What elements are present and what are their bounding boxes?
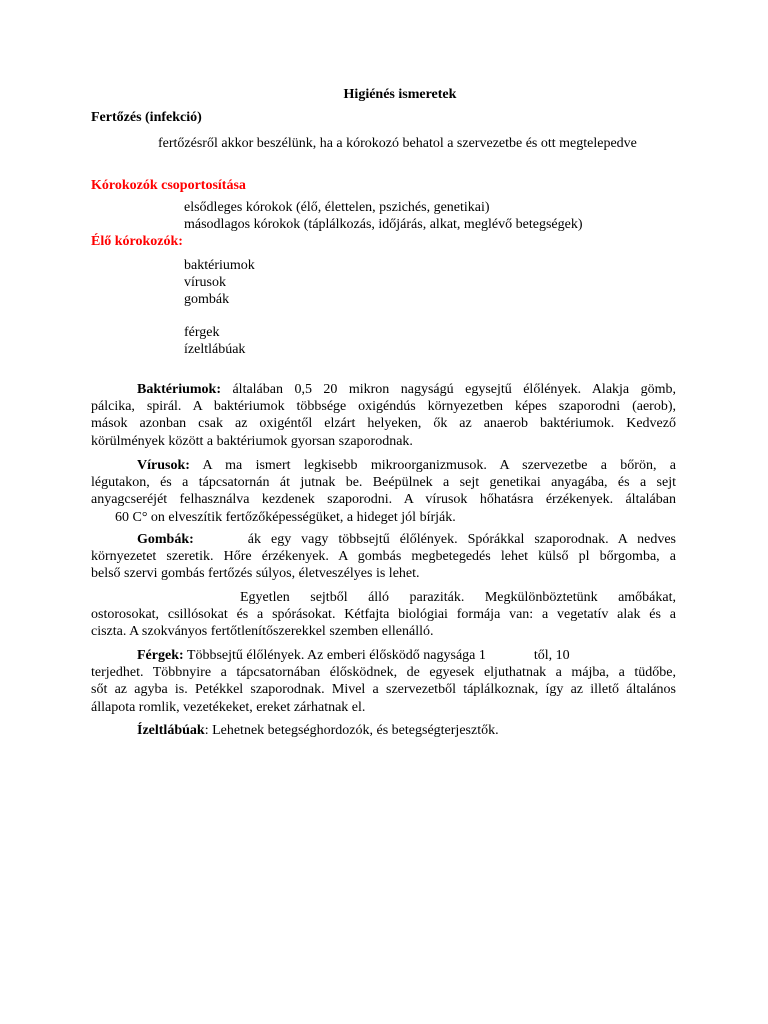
worms-term: Férgek: xyxy=(137,648,184,663)
living-heading: Élő kórokozók: xyxy=(91,234,183,249)
grouping-item-primary: elsődleges kórokok (élő, élettelen, pszichés, genetikai) xyxy=(184,200,490,215)
living-item-virus: vírusok xyxy=(184,275,226,290)
document-title: Higiénés ismeretek xyxy=(343,87,457,102)
fungi-paragraph: Gombák: ák egy vagy többsejtű élőlények. Spórákkal szaporodnak. A nedves környezetet szeretik. Hőre érzékenyek. A gombás megbetegedés lehet külső pl bőrgomba, a belső szervi gombás fertőzés súlyos, életveszélyes is lehet. xyxy=(91,532,676,582)
living-item-bacteria: baktériumok xyxy=(184,258,255,273)
living-item-arthropods: ízeltlábúak xyxy=(184,342,246,357)
living-item-fungi: gombák xyxy=(184,292,230,307)
bacteria-term: Baktériumok: xyxy=(137,382,221,397)
infection-text: fertőzésről akkor beszélünk, ha a kórokozó behatol a szervezetbe és ott megtelepedve xyxy=(158,136,637,151)
infection-heading: Fertőzés (infekció) xyxy=(91,110,202,125)
virus-paragraph: Vírusok: A ma ismert legkisebb mikroorganizmusok. A szervezetbe a bőrön, a légutakon, és a tápcsatornán át jutnak be. Beépülnek a sejt genetikai anyagába, és a sejt anyagcseréjét felhasználva kezdenek szaporodni. A vírusok hőhatásra érzékenyek. általában 60 C° on elveszítik fertőzőképességüket, a hideget jól bírják. xyxy=(91,458,676,525)
protozoa-paragraph: Egyetlen sejtből álló paraziták. Megkülönböztetünk amőbákat, ostorosokat, csillósokat és a spórásokat. Kétfajta biológiai formája van: a vegetatív alak és a ciszta. A szokványos fertőtlenítőszerekkel szemben ellenálló. xyxy=(91,590,676,640)
grouping-heading: Kórokozók csoportosítása xyxy=(91,178,246,193)
virus-term: Vírusok: xyxy=(137,458,190,473)
fungi-term: Gombák: xyxy=(137,532,194,547)
bacteria-paragraph: Baktériumok: általában 0,5 20 mikron nagyságú egysejtű élőlények. Alakja gömb, pálcika, spirál. A baktériumok többsége oxigéndús környezetben képes szaporodni (aerob), mások azonban csak az oxigéntől elzárt helyeken, ők az anaerob baktériumok. Kedvező körülmények között a baktériumok gyorsan szaporodnak. xyxy=(91,382,676,449)
arthropods-paragraph: Ízeltlábúak: Lehetnek betegséghordozók, és betegségterjesztők. xyxy=(137,723,499,738)
arthropods-term: Ízeltlábúak xyxy=(137,723,205,738)
worms-paragraph: Férgek: Többsejtű élőlények. Az emberi élősködő nagysága 1 től, 10 terjedhet. Többnyire a tápcsatornában élősködnek, de egyesek eljuthatnak a májba, a tüdőbe, sőt az agyba is. Petékkel szaporodnak. Mivel a szervezetből táplálkoznak, így az illető általános állapota romlik, vezetékeket, ereket zárhatnak el. xyxy=(91,648,676,715)
living-item-worms: férgek xyxy=(184,325,220,340)
grouping-item-secondary: másodlagos kórokok (táplálkozás, időjárás, alkat, meglévő betegségek) xyxy=(184,217,583,232)
